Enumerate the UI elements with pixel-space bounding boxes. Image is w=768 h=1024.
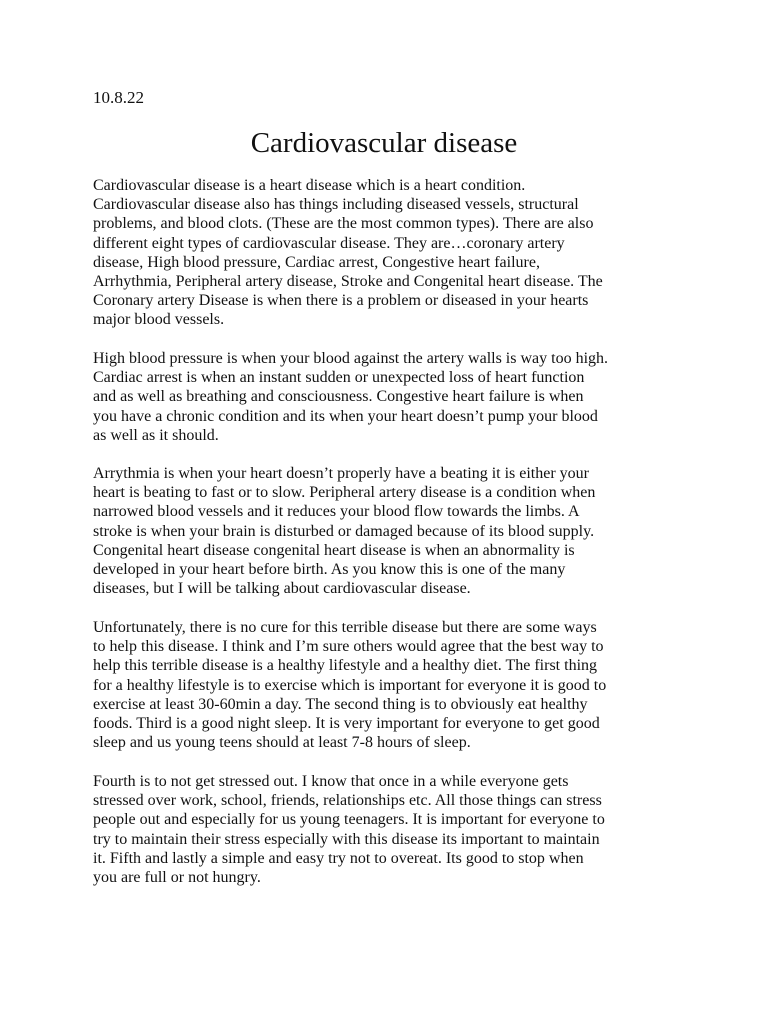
- paragraph-line: sleep and us young teens should at least 7-8 hours of sleep.: [93, 734, 471, 752]
- paragraph-line: Coronary artery Disease is when there is a problem or diseased in your hearts: [93, 292, 589, 310]
- paragraph-line: as well as it should.: [93, 426, 219, 444]
- paragraph-line: diseases, but I will be talking about cardiovascular disease.: [93, 580, 471, 598]
- paragraph-line: you have a chronic condition and its when your heart doesn’t pump your blood: [93, 407, 598, 425]
- paragraph-line: stroke is when your brain is disturbed or damaged because of its blood supply.: [93, 522, 595, 540]
- paragraph-line: High blood pressure is when your blood against the artery walls is way too high.: [93, 350, 609, 367]
- paragraph-line: problems, and blood clots. (These are the most common types). There are also: [93, 215, 594, 233]
- paragraph-line: Arrythmia is when your heart doesn’t properly have a beating it is either your: [93, 465, 590, 482]
- paragraph-line: foods. Third is a good night sleep. It is very important for everyone to get good: [93, 715, 600, 733]
- paragraph-line: different eight types of cardiovascular disease. They are…coronary artery: [93, 234, 565, 252]
- paragraph-line: help this terrible disease is a healthy lifestyle and a healthy diet. The first thing: [93, 657, 598, 675]
- paragraph-5: [93, 772, 683, 887]
- paragraph-4: [93, 618, 683, 752]
- paragraph-line: narrowed blood vessels and it reduces your blood flow towards the limbs. A: [93, 503, 580, 521]
- paragraph-line: exercise at least 30-60min a day. The second thing is to obviously eat healthy: [93, 695, 588, 713]
- paragraph-line: Cardiovascular disease also has things including diseased vessels, structural: [93, 196, 579, 214]
- paragraph-line: heart is beating to fast or to slow. Peripheral artery disease is a condition when: [93, 484, 596, 502]
- paragraph-line: Congenital heart disease congenital heart disease is when an abnormality is: [93, 541, 575, 559]
- paragraph-3: [93, 464, 683, 598]
- paragraph-line: stressed over work, school, friends, relationships etc. All those things can stress: [93, 792, 602, 810]
- paragraph-line: disease, High blood pressure, Cardiac arrest, Congestive heart failure,: [93, 253, 540, 271]
- paragraph-line: and as well as breathing and consciousness. Congestive heart failure is when: [93, 388, 584, 406]
- document-date: 10.8.22: [93, 88, 144, 107]
- paragraph-2: [93, 349, 683, 445]
- document-title: Cardiovascular disease: [250, 127, 518, 159]
- paragraph-line: Cardiac arrest is when an instant sudden or unexpected loss of heart function: [93, 369, 585, 387]
- paragraph-line: to help this disease. I think and I’m sure others would agree that the best way to: [93, 638, 604, 656]
- paragraph-line: Arrhythmia, Peripheral artery disease, Stroke and Congenital heart disease. The: [93, 273, 603, 291]
- paragraph-line: you are full or not hungry.: [93, 869, 261, 887]
- paragraph-line: people out and especially for us young teenagers. It is important for everyone to: [93, 811, 605, 829]
- paragraph-line: it. Fifth and lastly a simple and easy try not to overeat. Its good to stop when: [93, 849, 584, 867]
- paragraph-line: Fourth is to not get stressed out. I know that once in a while everyone gets: [93, 773, 569, 790]
- paragraph-line: developed in your heart before birth. As you know this is one of the many: [93, 561, 566, 579]
- paragraph-1: [93, 176, 683, 330]
- paragraph-line: major blood vessels.: [93, 311, 225, 329]
- paragraph-line: Cardiovascular disease is a heart disease which is a heart condition.: [93, 177, 526, 194]
- paragraph-line: try to maintain their stress especially with this disease its important to maintain: [93, 830, 600, 848]
- paragraph-line: Unfortunately, there is no cure for this terrible disease but there are some ways: [93, 619, 597, 636]
- paragraph-line: for a healthy lifestyle is to exercise which is important for everyone it is good to: [93, 676, 607, 694]
